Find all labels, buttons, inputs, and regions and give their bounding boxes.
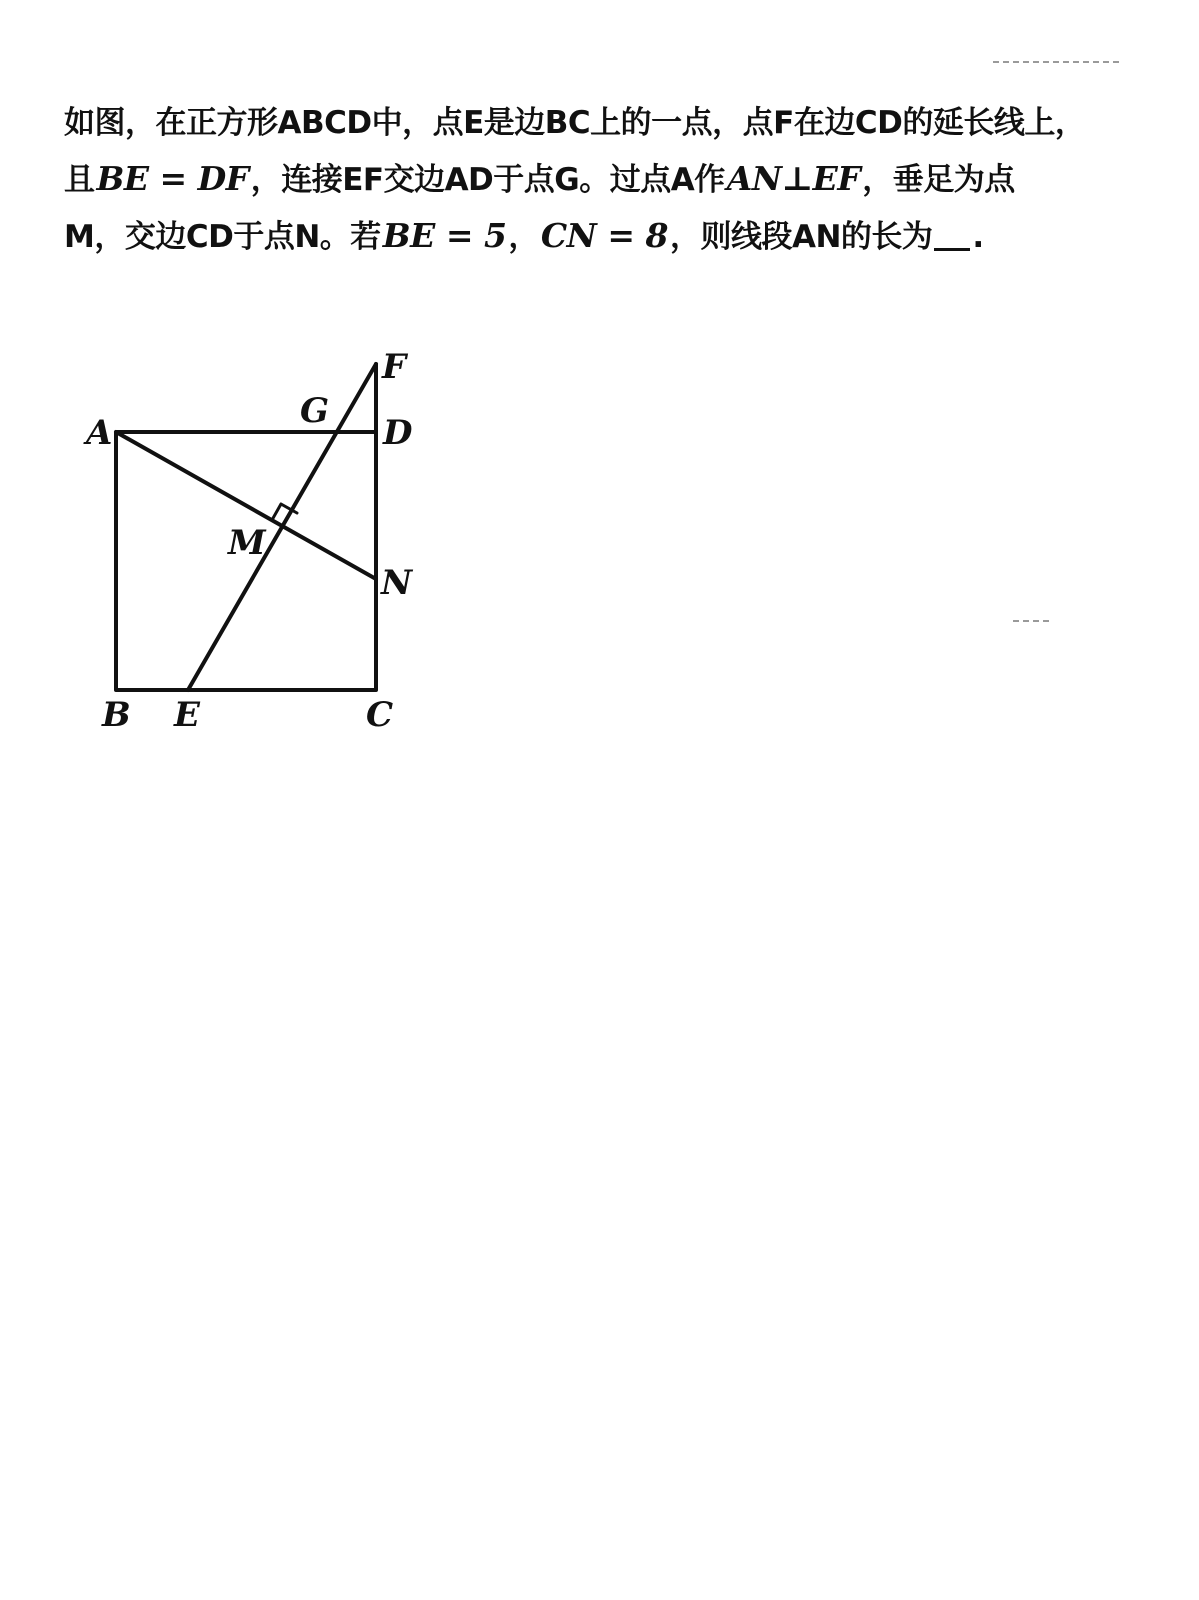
answer-blank[interactable] bbox=[934, 218, 970, 251]
label-d: D bbox=[383, 413, 413, 453]
geometry-figure bbox=[60, 330, 480, 750]
problem-line-2 bbox=[64, 151, 1174, 208]
label-g: G bbox=[300, 391, 330, 431]
math-an-perp-ef: AN⊥EF bbox=[726, 159, 861, 198]
label-a: A bbox=[86, 413, 113, 453]
label-f: F bbox=[382, 347, 407, 387]
problem-line-3-text-b: ， bbox=[508, 219, 539, 255]
label-e: E bbox=[174, 695, 200, 735]
problem-line-3-text-c: ，则线段AN的长为 bbox=[669, 219, 933, 255]
problem-text bbox=[64, 96, 1174, 265]
scan-mark-right bbox=[1013, 620, 1049, 622]
label-n: N bbox=[381, 563, 413, 603]
problem-line-1-text: 如图，在正方形ABCD中，点E是边BC上的一点，点F在边CD的延长线上， bbox=[64, 105, 1086, 141]
label-b: B bbox=[102, 695, 131, 735]
problem-line-2-text-c: ，垂足为点 bbox=[862, 162, 1015, 198]
problem-line-3-text-a: M，交边CD于点N。若 bbox=[64, 219, 381, 255]
math-cn-equals-8: CN = 8 bbox=[540, 216, 668, 255]
problem-line-2-text-b: ，连接EF交边AD于点G。过点A作 bbox=[250, 162, 725, 198]
problem-line-3-end: . bbox=[972, 219, 984, 255]
scan-mark-top bbox=[993, 61, 1119, 63]
problem-line-2-text-a: 且 bbox=[64, 162, 95, 198]
label-m: M bbox=[228, 523, 266, 563]
math-be-equals-5: BE = 5 bbox=[382, 216, 507, 255]
math-be-equals-df: BE = DF bbox=[96, 159, 249, 198]
problem-line-3 bbox=[64, 208, 1174, 265]
label-c: C bbox=[366, 695, 394, 735]
problem-line-1 bbox=[64, 96, 1174, 151]
